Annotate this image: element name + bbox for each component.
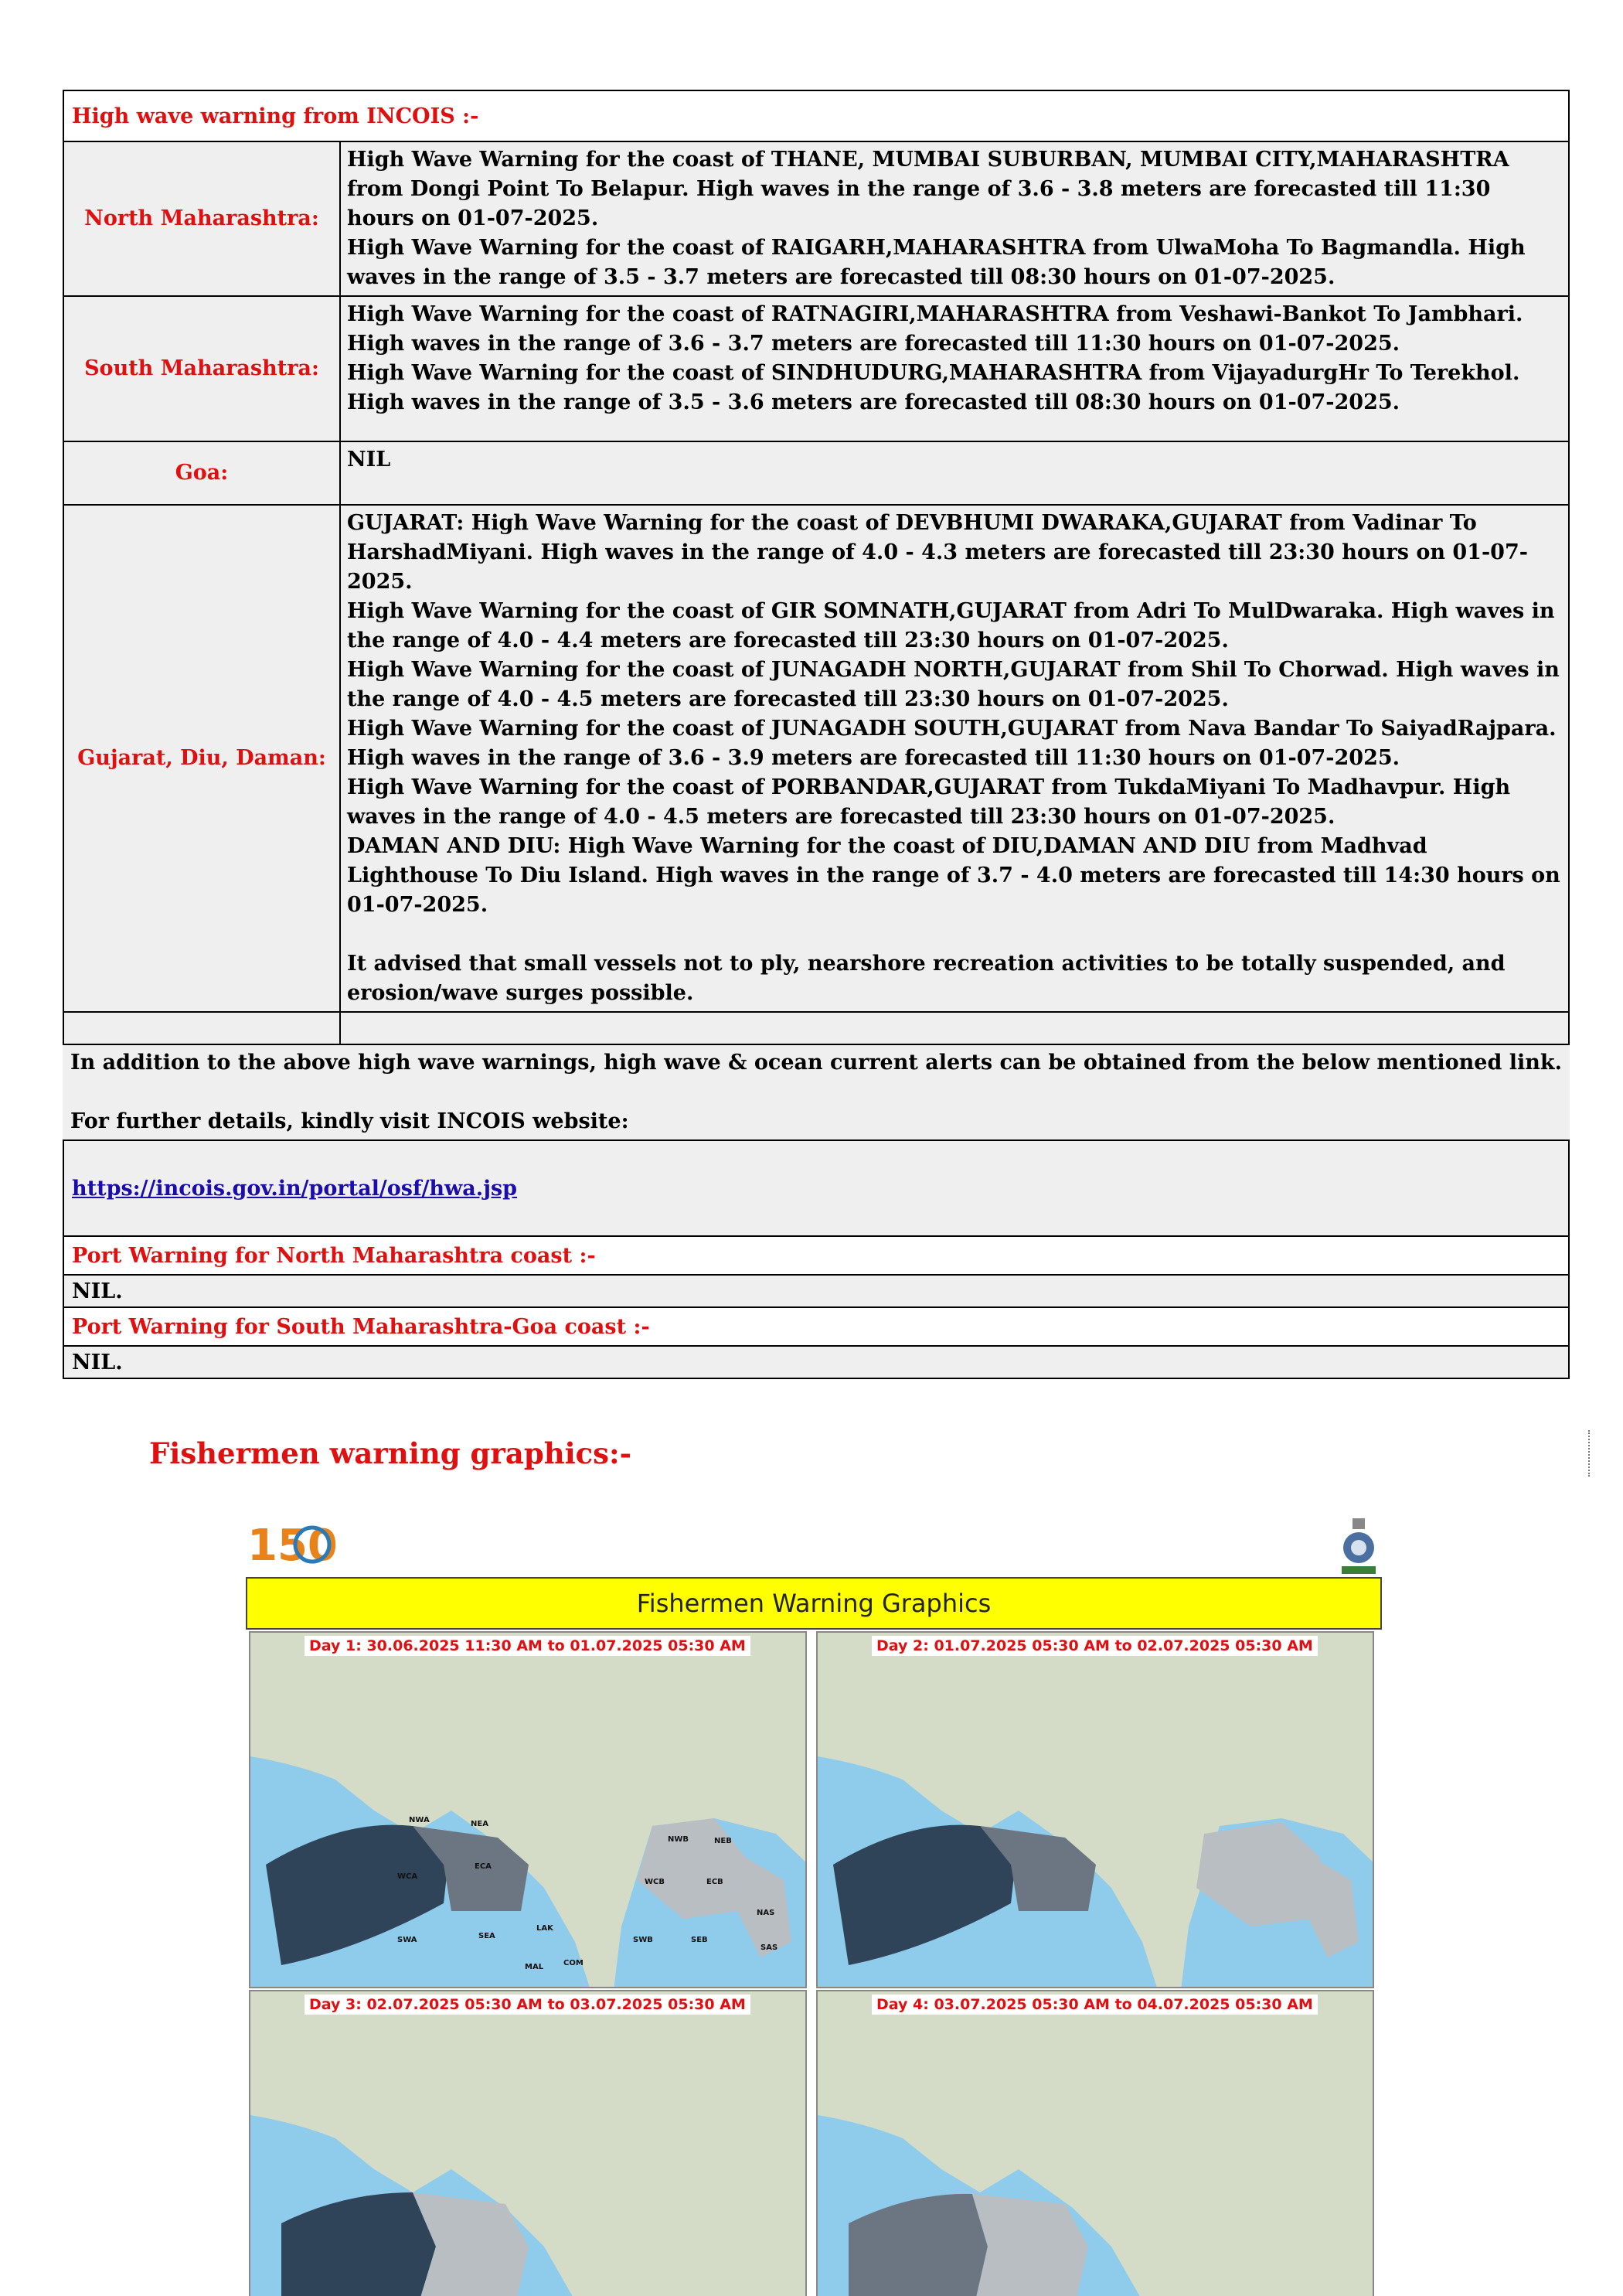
map-zone-label: LAK: [536, 1924, 553, 1933]
warning-cell: [340, 296, 1569, 441]
map-zone-label: WCB: [645, 1878, 665, 1886]
advisory-text: It advised that small vessels not to ply, nearshore recreation activities to be totally suspended, and erosion/wave surges possible.: [347, 952, 1506, 1005]
warning-text: NIL: [347, 448, 391, 472]
warning-map: [818, 1991, 1374, 2296]
warning-cell: [340, 441, 1569, 505]
incois-link[interactable]: https://incois.gov.in/portal/osf/hwa.jsp: [72, 1177, 518, 1201]
table-row: [63, 296, 1569, 441]
warning-text: DAMAN AND DIU: High Wave Warning for the coast of DIU,DAMAN AND DIU from Madhvad Lighthouse To Diu Island. High waves in the range of 3.7 - 4.0 meters are forecasted till 14:30 hours on 01-07-2025.: [347, 834, 1560, 917]
warning-cell: [340, 505, 1569, 1012]
empty-cell: [340, 1012, 1569, 1044]
note-line: For further details, kindly visit INCOIS website:: [70, 1109, 629, 1133]
table-row: [63, 1012, 1569, 1044]
warning-text: High Wave Warning for the coast of JUNAGADH SOUTH,GUJARAT from Nava Bandar To SaiyadRajpara. High waves in the range of 3.6 - 3.9 meters are forecasted till 11:30 hours on 01-07-2025.: [347, 717, 1557, 770]
map-zone-label: COM: [563, 1959, 584, 1967]
imd-150-logo-icon: [246, 1515, 339, 1577]
high-wave-heading: High wave warning from INCOIS :-: [63, 90, 1570, 142]
table-row: [63, 441, 1569, 505]
map-zone-label: ECA: [475, 1862, 492, 1871]
table-row: [63, 505, 1569, 1012]
warning-text: High Wave Warning for the coast of GIR SOMNATH,GUJARAT from Adri To MulDwaraka. High waves in the range of 4.0 - 4.4 meters are forecasted till 23:30 hours on 01-07-2025.: [347, 599, 1555, 652]
warning-text: High Wave Warning for the coast of RATNAGIRI,MAHARASHTRA from Veshawi-Bankot To Jambhari. High waves in the range of 3.6 - 3.7 meters are forecasted till 11:30 hours on 01-07-2025.: [347, 302, 1523, 356]
map-zone-label: WCA: [397, 1872, 418, 1881]
day-panel: [249, 1631, 807, 1988]
note-line: In addition to the above high wave warnings, high wave & ocean current alerts can be obtained from the below mentioned link.: [70, 1051, 1562, 1075]
warning-map: [250, 1991, 807, 2296]
day-panel: [816, 1990, 1374, 2296]
link-box: [63, 1139, 1570, 1237]
spacer: [347, 920, 1562, 949]
map-zone-label: NWB: [668, 1835, 689, 1844]
day-label: Day 4: 03.07.2025 05:30 AM to 04.07.2025 05:30 AM: [872, 1995, 1318, 2015]
empty-cell: [63, 1012, 340, 1044]
map-zone-label: ECB: [706, 1878, 723, 1886]
map-zone-label: NEB: [714, 1837, 732, 1845]
day-label: Day 2: 01.07.2025 05:30 AM to 02.07.2025 05:30 AM: [872, 1636, 1318, 1656]
graphic-banner: Fishermen Warning Graphics: [246, 1577, 1382, 1630]
warning-text: High Wave Warning for the coast of THANE, MUMBAI SUBURBAN, MUMBAI CITY,MAHARASHTRA from Dongi Point To Belapur. High waves in the range of 3.6 - 3.8 meters are forecasted till 11:30 hours on 01-07-2025.: [347, 148, 1509, 230]
region-label: North Maharashtra:: [63, 141, 340, 296]
warning-text: GUJARAT: High Wave Warning for the coast of DEVBHUMI DWARAKA,GUJARAT from Vadinar To HarshadMiyani. High waves in the range of 4.0 - 4.3 meters are forecasted till 23:30 hours on 01-07-2025.: [347, 511, 1528, 594]
warning-map: [250, 1633, 807, 1988]
day-label: Day 1: 30.06.2025 11:30 AM to 01.07.2025 05:30 AM: [305, 1636, 750, 1656]
map-zone-label: MAL: [525, 1963, 544, 1971]
day-panel: [816, 1631, 1374, 1988]
port-warning-north-heading: Port Warning for North Maharashtra coast :-: [63, 1235, 1570, 1276]
day-panel: [249, 1990, 807, 2296]
spacer: [70, 1078, 1562, 1107]
divider: [1588, 1430, 1590, 1477]
warning-cell: [340, 141, 1569, 296]
region-label: South Maharashtra:: [63, 296, 340, 441]
port-warning-north-value: NIL.: [63, 1274, 1570, 1308]
day-label: Day 3: 02.07.2025 05:30 AM to 03.07.2025 05:30 AM: [305, 1995, 750, 2015]
map-zone-label: SAS: [760, 1943, 778, 1952]
warning-sheet: [63, 90, 1570, 1379]
map-zone-label: NEA: [471, 1820, 488, 1828]
emblem-icon: [1335, 1515, 1382, 1577]
warning-text: High Wave Warning for the coast of SINDHUDURG,MAHARASHTRA from VijayadurgHr To Terekhol. High waves in the range of 3.5 - 3.6 meters are forecasted till 08:30 hours on 01-07-2025.: [347, 361, 1520, 414]
fishermen-graphic: [246, 1515, 1382, 2296]
warning-text: High Wave Warning for the coast of RAIGARH,MAHARASHTRA from UlwaMoha To Bagmandla. High waves in the range of 3.5 - 3.7 meters are forecasted till 08:30 hours on 01-07-2025.: [347, 236, 1526, 289]
table-row: [63, 141, 1569, 296]
port-warning-south-value: NIL.: [63, 1345, 1570, 1379]
region-label: Gujarat, Diu, Daman:: [63, 505, 340, 1012]
warning-text: High Wave Warning for the coast of JUNAGADH NORTH,GUJARAT from Shil To Chorwad. High waves in the range of 4.0 - 4.5 meters are forecasted till 23:30 hours on 01-07-2025.: [347, 658, 1560, 711]
fishermen-section-title: Fishermen warning graphics:-: [149, 1436, 632, 1470]
map-zone-label: SEA: [478, 1932, 495, 1940]
warning-text: High Wave Warning for the coast of PORBANDAR,GUJARAT from TukdaMiyani To Madhavpur. High waves in the range of 4.0 - 4.5 meters are forecasted till 23:30 hours on 01-07-2025.: [347, 775, 1511, 829]
map-zone-label: SWB: [633, 1936, 653, 1944]
additional-note: [63, 1045, 1570, 1141]
map-zone-label: SEB: [691, 1936, 708, 1944]
warning-map: [818, 1633, 1374, 1988]
map-zone-label: NAS: [757, 1909, 775, 1917]
logo-text: 150: [247, 1521, 338, 1571]
map-zone-label: NWA: [409, 1816, 430, 1824]
region-label: Goa:: [63, 441, 340, 505]
port-warning-south-heading: Port Warning for South Maharashtra-Goa coast :-: [63, 1306, 1570, 1347]
map-zone-label: SWA: [397, 1936, 417, 1944]
high-wave-table: [63, 141, 1570, 1045]
